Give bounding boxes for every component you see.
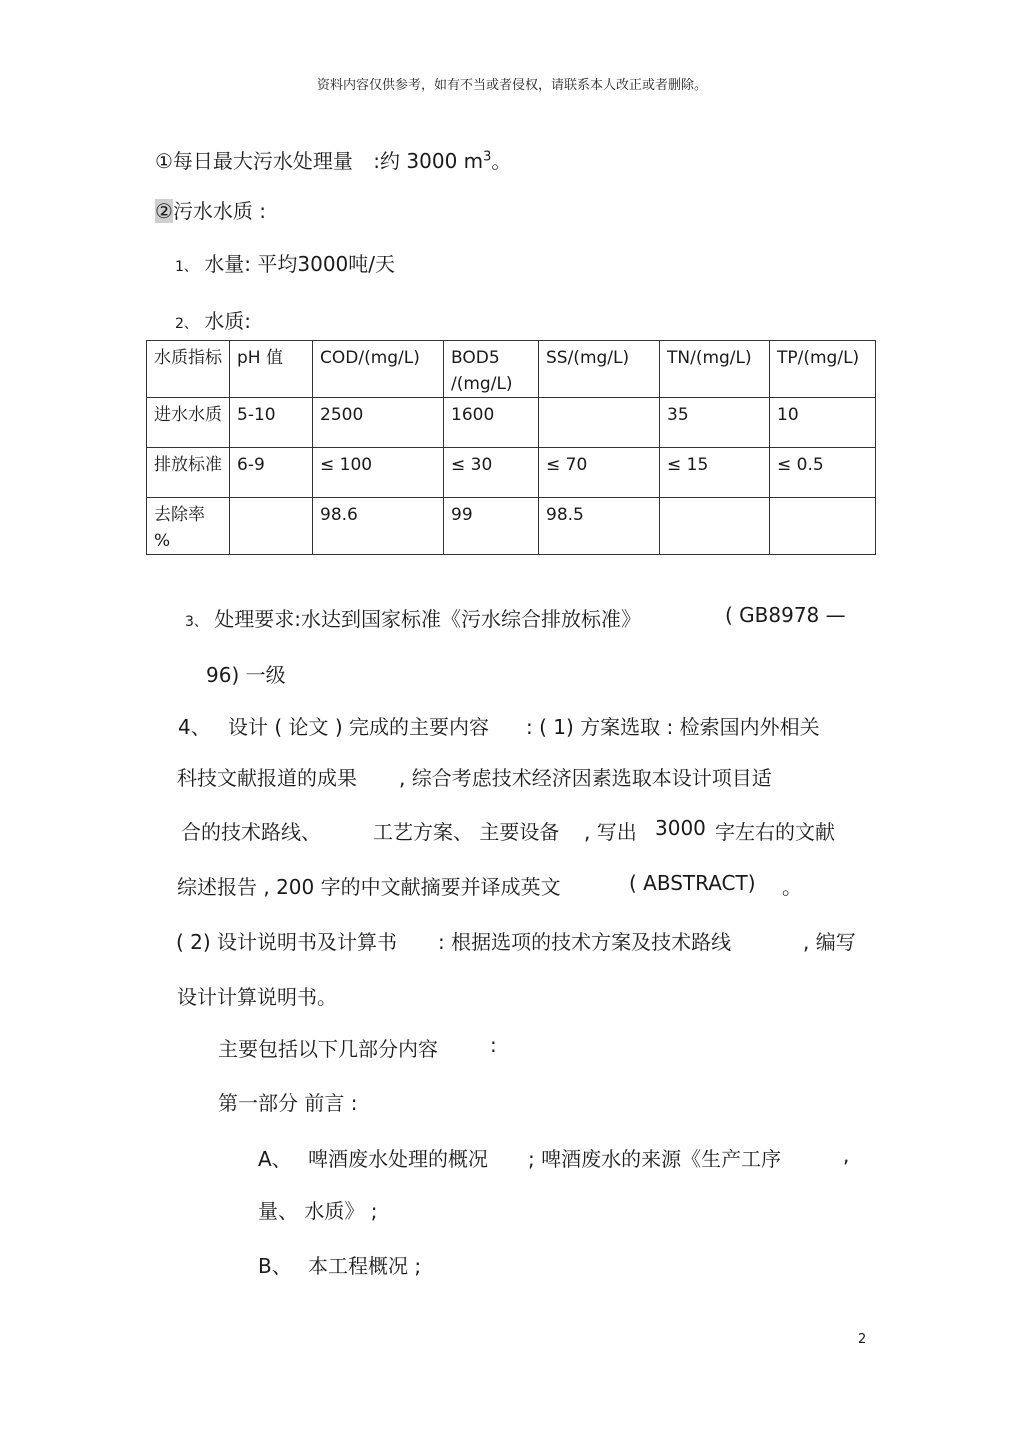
water-quality-table (146, 340, 876, 555)
para4-line3-b: 工艺方案、 主要设备 (373, 820, 560, 844)
amount-num: 1、 (175, 259, 198, 275)
para4-line4-a: 综述报告 , 200 字的中文献摘要并译成英文 (177, 875, 561, 899)
quality-num: 2、 (175, 316, 198, 332)
item-a-line2: 量、 水质》 ; (258, 1199, 378, 1223)
page-header-notice: 资料内容仅供参考，如有不当或者侵权，请联系本人改正或者删除。 (316, 78, 707, 93)
table-row (147, 398, 876, 448)
water-quality-title: 污水水质 : (172, 199, 267, 223)
table-row (147, 498, 876, 555)
table-cell (230, 498, 313, 555)
table-header-cell: TP/(mg/L) (770, 341, 876, 398)
para4-line2-b: , 综合考虑技术经济因素选取本设计项目适 (399, 766, 772, 790)
table-cell: 99 (444, 498, 539, 555)
para5-line1-b: : 根据选项的技术方案及技术路线 (438, 930, 732, 954)
item-a-detail: ; 啤酒废水的来源《生产工序 (528, 1147, 782, 1171)
table-header-cell: TN/(mg/L) (660, 341, 770, 398)
table-cell (770, 498, 876, 555)
table-cell: 35 (660, 398, 770, 448)
max-daily-sup: 3 (483, 149, 492, 165)
table-cell: 98.5 (539, 498, 660, 555)
water-quality-mark: ② (155, 199, 173, 223)
table-row (147, 448, 876, 498)
part-one-heading: 第一部分 前言 : (218, 1091, 358, 1115)
para4-line3-d: 3000 (655, 816, 706, 840)
max-daily-end: 。 (491, 149, 512, 173)
table-cell: 5-10 (230, 398, 313, 448)
table-cell: 6-9 (230, 448, 313, 498)
table-cell: 10 (770, 398, 876, 448)
para4-line1-tail: : ( 1) 方案选取 : 检索国内外相关 (526, 715, 820, 739)
table-cell: 排放标准 (147, 448, 230, 498)
table-header-cell: BOD5 /(mg/L) (444, 341, 539, 398)
main-contents-intro: 主要包括以下几部分内容 (218, 1037, 438, 1061)
table-cell: ≤ 70 (539, 448, 660, 498)
para5-line2: 设计计算说明书。 (177, 985, 337, 1009)
main-contents-colon: : (490, 1033, 497, 1057)
para4-line4-b: ( ABSTRACT) (629, 871, 756, 895)
table-cell: ≤ 15 (660, 448, 770, 498)
item-a-num: A、 (258, 1147, 292, 1171)
item-b-text: 本工程概况 ; (308, 1254, 422, 1278)
para4-title: 设计 ( 论文 ) 完成的主要内容 (228, 715, 490, 739)
req-standard-code: ( GB8978 — (725, 603, 846, 627)
table-cell: ≤ 0.5 (770, 448, 876, 498)
para4-line3-c: , 写出 (584, 820, 637, 844)
table-header-cell: SS/(mg/L) (539, 341, 660, 398)
amount-text: 水量: 平均3000吨/天 (204, 252, 396, 276)
req-continuation: 96) 一级 (206, 663, 286, 687)
item-a-comma: , (843, 1143, 850, 1167)
treatment-requirement-line (185, 603, 641, 632)
para5-line1-c: , 编写 (803, 930, 856, 954)
table-cell: 进水水质 (147, 398, 230, 448)
max-daily-value: :约 3000 m (373, 149, 484, 173)
amount-line (175, 248, 395, 277)
para4-num: 4、 (178, 715, 211, 739)
max-daily-line (155, 145, 511, 174)
max-daily-label: ①每日最大污水处理量 (155, 149, 353, 173)
table-cell: 去除率 % (147, 498, 230, 555)
quality-line (175, 305, 251, 334)
table-header-cell: 水质指标 (147, 341, 230, 398)
table-header-cell: pH 值 (230, 341, 313, 398)
page-number: 2 (858, 1332, 867, 1347)
table-header-row (147, 341, 876, 398)
req-text: 处理要求:水达到国家标准《污水综合排放标准》 (214, 607, 642, 631)
table-cell: ≤ 30 (444, 448, 539, 498)
para4-line3-a: 合的技术路线、 (181, 820, 321, 844)
table-cell: 98.6 (313, 498, 444, 555)
table-cell: ≤ 100 (313, 448, 444, 498)
para4-line2-a: 科技文献报道的成果 (177, 766, 357, 790)
table-cell: 2500 (313, 398, 444, 448)
item-b-num: B、 (258, 1254, 292, 1278)
para4-line3-e: 字左右的文献 (715, 820, 835, 844)
table-cell (660, 498, 770, 555)
para5-line1-a: ( 2) 设计说明书及计算书 (176, 930, 398, 954)
table-cell: 1600 (444, 398, 539, 448)
table-cell (539, 398, 660, 448)
water-quality-heading (155, 195, 266, 224)
req-num: 3、 (185, 614, 208, 630)
item-a-title: 啤酒废水处理的概况 (308, 1147, 488, 1171)
quality-text: 水质: (204, 309, 252, 333)
para4-line4-c: 。 (782, 875, 802, 899)
table-header-cell: COD/(mg/L) (313, 341, 444, 398)
